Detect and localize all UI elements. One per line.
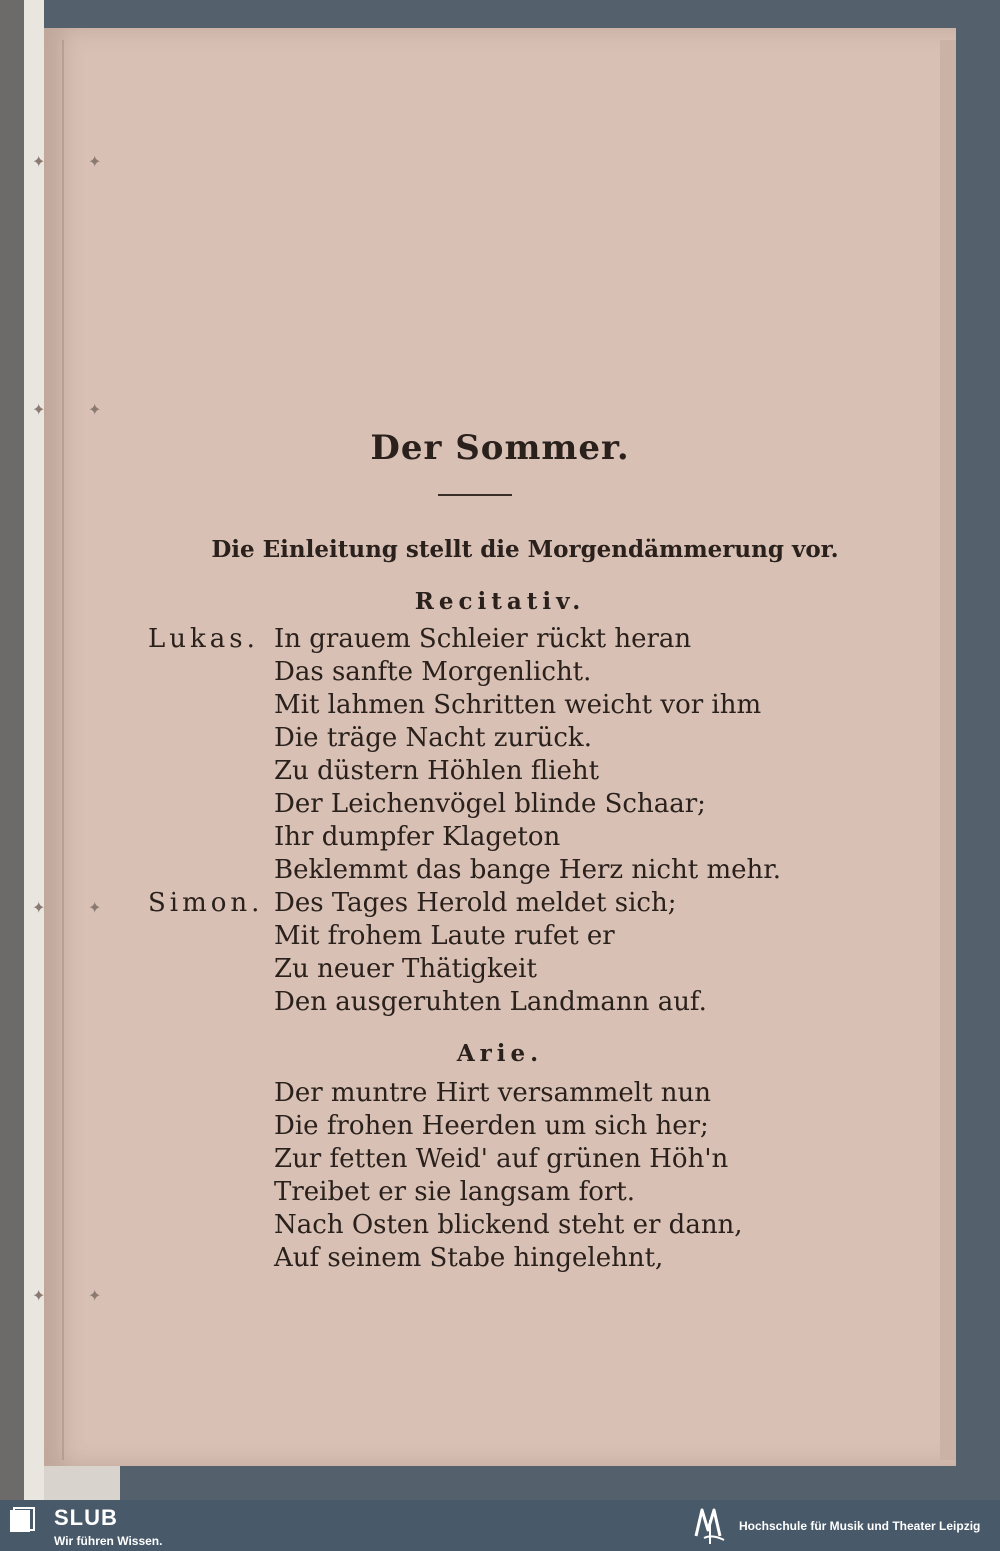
verse-line: Zu neuer Thätigkeit: [274, 954, 537, 984]
page-edge: [940, 40, 956, 1460]
intro-line: Die Einleitung stellt die Morgendämmerung vor.: [211, 536, 839, 563]
page-title: Der Sommer.: [370, 428, 630, 468]
library-name[interactable]: SLUB: [54, 1505, 118, 1530]
verse-line: Den ausgeruhten Landmann auf.: [274, 987, 707, 1017]
recitativ-heading: Recitativ.: [414, 588, 586, 615]
stitch-hole-icon: ✦: [32, 1286, 46, 1305]
verse-line: Auf seinem Stabe hingelehnt,: [274, 1243, 664, 1273]
institution-name[interactable]: Hochschule für Musik und Theater Leipzig: [739, 1519, 981, 1533]
slub-logo-icon[interactable]: [8, 1506, 36, 1534]
binding-strip: [24, 0, 44, 1500]
verse-line: Die träge Nacht zurück.: [274, 723, 592, 753]
arie-heading: Arie.: [456, 1040, 544, 1067]
verse-line: Der muntre Hirt versammelt nun: [274, 1078, 712, 1108]
verse-line: Nach Osten blickend steht er dann,: [274, 1210, 743, 1240]
title-divider: [438, 494, 512, 496]
library-slogan: Wir führen Wissen.: [54, 1534, 163, 1548]
verse-line: Der Leichenvögel blinde Schaar;: [274, 789, 706, 819]
stitch-hole-icon: ✦: [88, 898, 102, 917]
verse-line: In grauem Schleier rückt heran: [274, 624, 692, 654]
stitch-hole-icon: ✦: [32, 898, 46, 917]
stitch-hole-icon: ✦: [88, 400, 102, 419]
verse-line: Die frohen Heerden um sich her;: [274, 1111, 709, 1141]
verse-line: Beklemmt das bange Herz nicht mehr.: [274, 855, 782, 885]
spine-shadow: [0, 0, 26, 1500]
binding-line: [62, 40, 64, 1460]
verse-line: Des Tages Herold meldet sich;: [274, 888, 677, 918]
hmt-logo-icon[interactable]: [690, 1504, 732, 1546]
stitch-hole-icon: ✦: [88, 152, 102, 171]
speaker-lukas: Lukas.: [148, 624, 259, 654]
speaker-simon: Simon.: [148, 888, 264, 918]
stitch-hole-icon: ✦: [32, 400, 46, 419]
verse-line: Zur fetten Weid' auf grünen Höh'n: [274, 1144, 729, 1174]
stitch-hole-icon: ✦: [88, 1286, 102, 1305]
verse-line: Mit lahmen Schritten weicht vor ihm: [274, 690, 762, 720]
verse-line: Ihr dumpfer Klageton: [274, 822, 561, 852]
stitch-hole-icon: ✦: [32, 152, 46, 171]
verse-line: Zu düstern Höhlen flieht: [274, 756, 600, 786]
footer-bar: [0, 1500, 1000, 1551]
verse-line: Das sanfte Morgenlicht.: [274, 657, 592, 687]
verse-line: Mit frohem Laute rufet er: [274, 921, 615, 951]
verse-line: Treibet er sie langsam fort.: [274, 1177, 635, 1207]
